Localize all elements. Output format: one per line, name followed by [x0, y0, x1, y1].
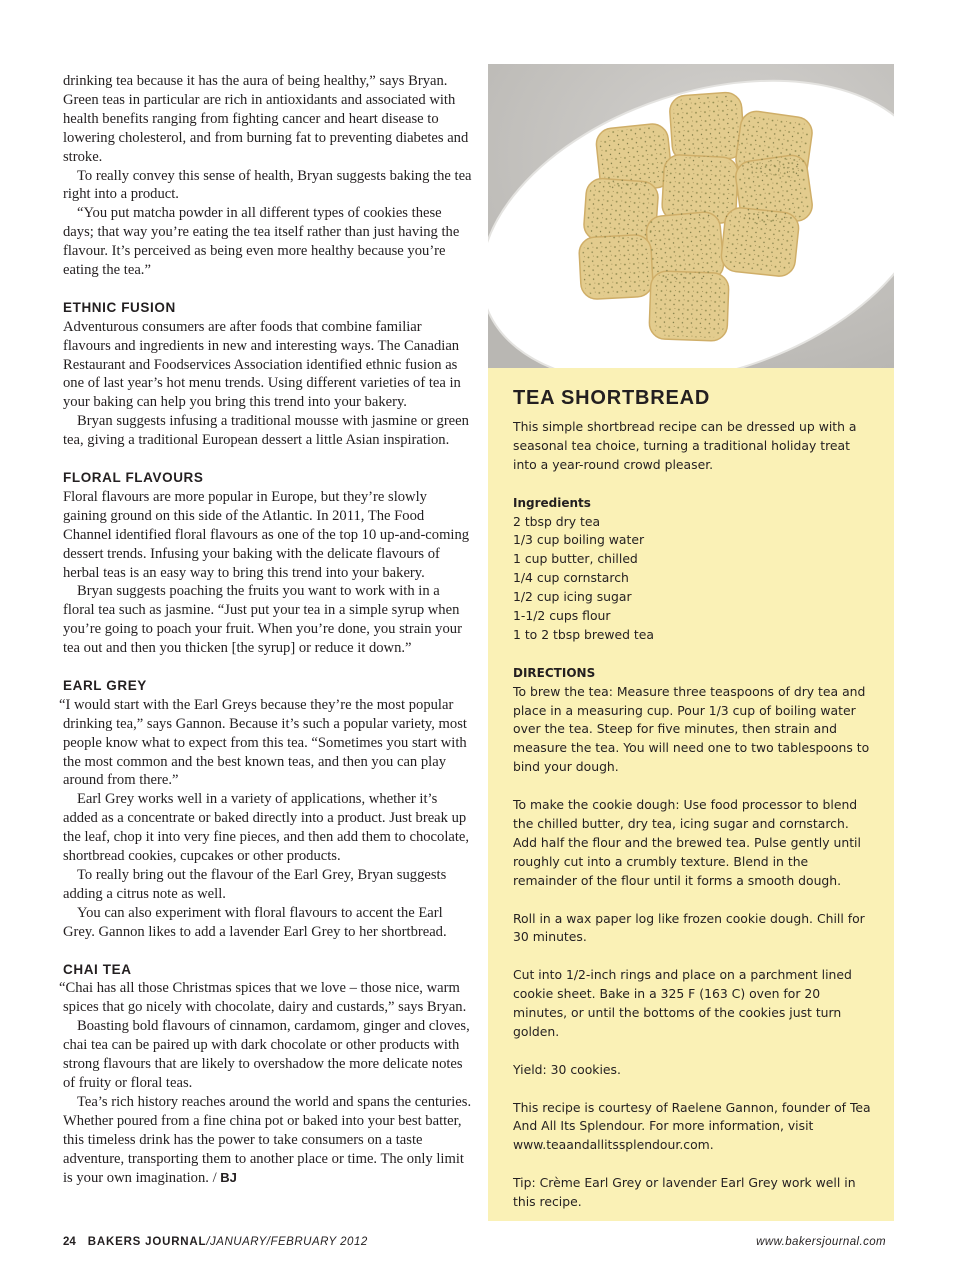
magazine-name: BAKERS JOURNAL: [87, 1236, 207, 1248]
article-column: [59, 72, 473, 1187]
article-paragraph: Adventurous consumers are after foods that combine familiar flavours and ingredients in new and interesting ways. The Canadian Restaurant and Foodservices Association identified ethnic fusion as one of last year’s hot menu trends. Using different varieties of tea in your baking can help you bring this trend into your bakery.: [63, 318, 461, 411]
footer-website-link[interactable]: www.bakersjournal.com: [756, 1236, 886, 1248]
section-heading-ethnic-fusion: ETHNIC FUSION: [63, 299, 176, 315]
ingredient-item: 2 tbsp dry tea: [513, 513, 601, 529]
issue-date: /JANUARY/FEBRUARY 2012: [206, 1236, 368, 1248]
page-footer: [63, 1236, 886, 1252]
article-paragraph: To really bring out the flavour of the Earl Grey, Bryan suggests adding a citrus note as well.: [63, 867, 447, 902]
article-paragraph: “You put matcha powder in all different types of cookies these days; that way you’re eating the tea itself rather than just having the flavour. It’s perceived as being even more healthy because you’re eating the tea.”: [63, 205, 460, 279]
ingredient-item: 1/2 cup icing sugar: [513, 589, 632, 605]
recipe-title: TEA SHORTBREAD: [513, 387, 711, 409]
recipe-tip: Tip: Crème Earl Grey or lavender Earl Grey work well in this recipe.: [513, 1175, 856, 1210]
article-paragraph: Bryan suggests poaching the fruits you want to work with in a floral tea such as jasmine. “Just put your tea in a simple syrup when you’re going to poach your fruit. When you’re done, you strain your tea out and then you thicken [the syrup] or reduce it down.”: [63, 583, 462, 657]
shortbread-photo: [488, 64, 894, 368]
shortbread-plate-image: [488, 64, 894, 368]
article-paragraph: Bryan suggests infusing a traditional mousse with jasmine or green tea, giving a traditional European dessert a little Asian inspiration.: [63, 413, 469, 449]
ingredient-item: 1 to 2 tbsp brewed tea: [513, 626, 654, 642]
directions-heading: DIRECTIONS: [513, 665, 596, 680]
direction-step: Roll in a wax paper log like frozen cookie dough. Chill for 30 minutes.: [513, 910, 865, 945]
ingredients-heading: Ingredients: [513, 495, 591, 510]
article-paragraph: To really convey this sense of health, Bryan suggests baking the tea right into a product.: [63, 167, 472, 203]
article-paragraph: Boasting bold flavours of cinnamon, cardamom, ginger and cloves, chai tea can be paired up with dark chocolate or other products with strong flavours that are likely to overshadow the more delicate notes of fruity or floral teas.: [63, 1018, 470, 1091]
direction-step: Cut into 1/2-inch rings and place on a parchment lined cookie sheet. Bake in a 325 F (163 C) oven for 20 minutes, or until the bottoms of the cookies just turn golden.: [513, 967, 852, 1039]
closing-paragraph-text: Tea’s rich history reaches around the world and spans the centuries. Whether poured from a fine china pot or baked into your best batter, this timeless drink has the power to take consumers on a taste adventure, transporting them to another place or time. The only limit is your own imagination. /: [63, 1093, 472, 1186]
end-signature: BJ: [220, 1169, 237, 1185]
direction-step: To brew the tea: Measure three teaspoons of dry tea and place in a measuring cup. Pour 1/3 cup of boiling water over the tea. Steep for five minutes, then strain and measure the tea. You will need one to two tablespoons to bind your dough.: [513, 683, 870, 775]
page-number: 24: [63, 1236, 76, 1248]
section-heading-earl-grey: EARL GREY: [63, 677, 147, 693]
recipe-intro: This simple shortbread recipe can be dressed up with a seasonal tea choice, turning a traditional holiday treat into a year-round crowd pleaser.: [513, 419, 857, 472]
ingredient-item: 1/3 cup boiling water: [513, 532, 645, 548]
ingredient-item: 1/4 cup cornstarch: [513, 570, 629, 586]
section-heading-chai-tea: CHAI TEA: [63, 961, 132, 977]
ingredients-list: [513, 513, 873, 645]
article-paragraph: “I would start with the Earl Greys because they’re the most popular drinking tea,” says Gannon. Because it’s such a popular variety, most people know what to expect from this tea. “Sometimes you start with the most common and the best known teas, and then you can play around from there.”: [59, 696, 467, 789]
article-paragraph: drinking tea because it has the aura of being healthy,” says Bryan. Green teas in particular are rich in antioxidants and associated with health benefits ranging from fighting cancer and heart disease to lowering cholesterol, and from burning fat to preventing diabetes and stroke.: [63, 73, 469, 165]
article-paragraph: You can also experiment with floral flavours to accent the Earl Grey. Gannon likes to add a lavender Earl Grey to her shortbread.: [63, 904, 447, 940]
recipe-box: [513, 384, 873, 1212]
section-heading-floral-flavours: FLORAL FLAVOURS: [63, 470, 204, 485]
article-paragraph: “Chai has all those Christmas spices that we love – those nice, warm spices that go nicely with chocolate, dairy and custards,” says Bryan.: [59, 980, 467, 1016]
article-paragraph: Earl Grey works well in a variety of applications, whether it’s added as a concentrate or baked directly into a product. Just break up the leaf, chop it into very fine pieces, and then add them to chocolate, shortbread cookies, cupcakes or other products.: [63, 791, 470, 865]
direction-step: To make the cookie dough: Use food processor to blend the chilled butter, dry tea, icing sugar and cornstarch. Add half the flour and the brewed tea. Pulse gently until roughly cut into a crumbly texture. Blend in the remainder of the flour until it forms a smooth dough.: [513, 797, 861, 888]
recipe-credit: This recipe is courtesy of Raelene Gannon, founder of Tea And All Its Splendour. For more information, visit www.teaandallitssplendour.com.: [513, 1099, 871, 1153]
ingredient-item: 1-1/2 cups flour: [513, 608, 611, 624]
ingredient-item: 1 cup butter, chilled: [513, 551, 638, 567]
recipe-yield: Yield: 30 cookies.: [513, 1061, 621, 1077]
article-paragraph: Floral flavours are more popular in Europe, but they’re slowly gaining ground on this side of the Atlantic. In 2011, The Food Channel identified floral flavours as one of the top 10 up-and-coming dessert trends. Infusing your baking with the delicate flavours of herbal teas is an easy way to bring this trend into your bakery.: [63, 488, 470, 581]
article-paragraph: [63, 1093, 473, 1188]
